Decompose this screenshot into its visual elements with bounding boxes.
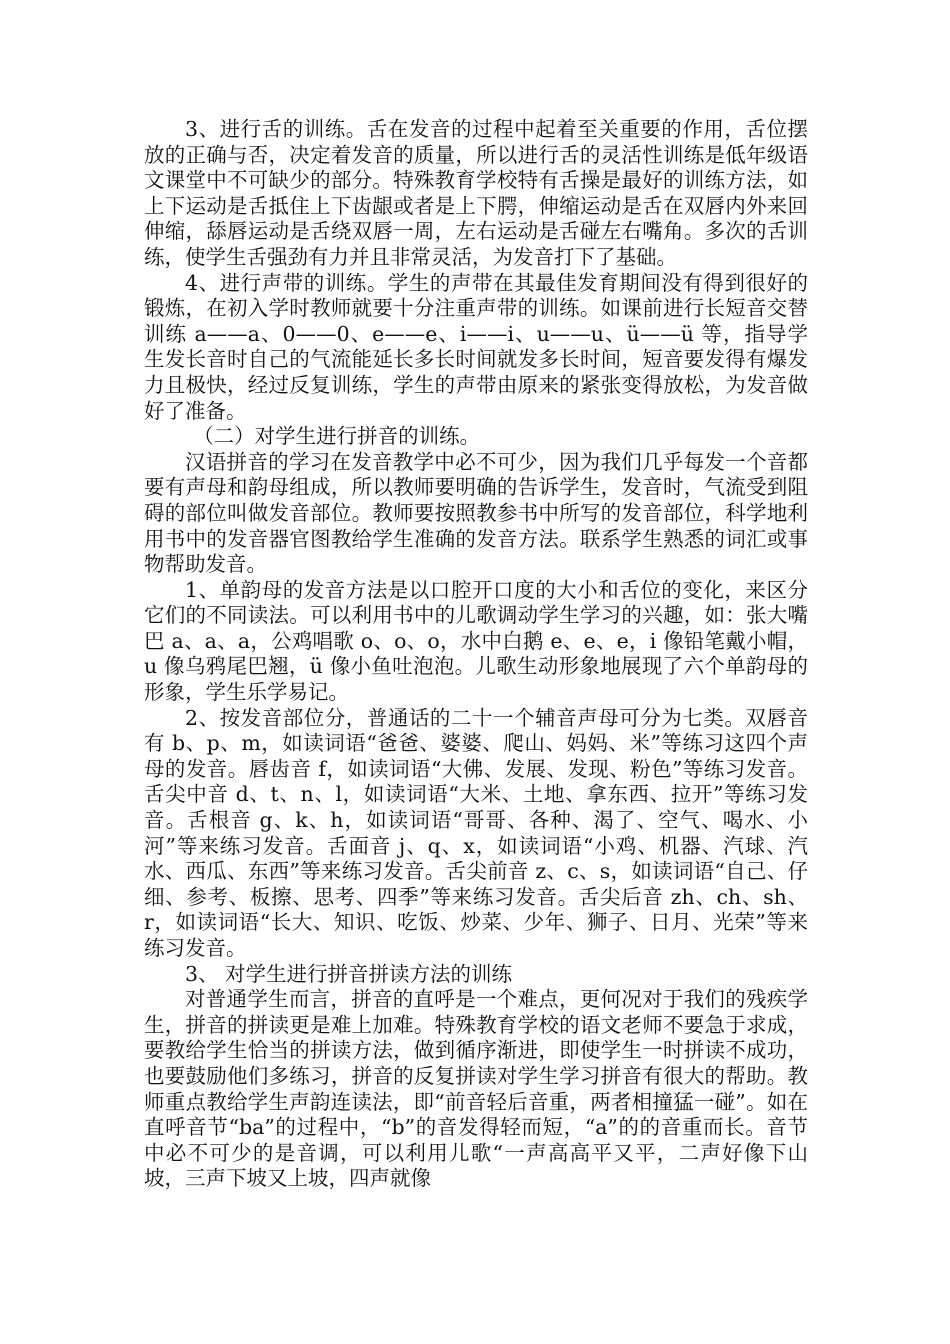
paragraph-single-finals: 1、单韵母的发音方法是以口腔开口度的大小和舌位的变化，来区分它们的不同读法。可以利用书中的儿歌调动学生学习的兴趣，如：张大嘴巴 a、a、a，公鸡唱歌 o、o、o，水中白鹅 e、e、e，i 像铅笔戴小帽，u 像乌鸦尾巴翘，ü 像小鱼吐泡泡。儿歌生动形象地展现了六个单韵母的形象，学生乐学易记。 <box>144 577 808 705</box>
paragraph-tongue-training: 3、进行舌的训练。舌在发音的过程中起着至关重要的作用，舌位摆放的正确与否，决定着发音的质量，所以进行舌的灵活性训练是低年级语文课堂中不可缺少的部分。特殊教育学校特有舌操是最好的训练方法，如上下运动是舌抵住上下齿龈或者是上下腭，伸缩运动是舌在双唇内外来回伸缩，舔唇运动是舌绕双唇一周，左右运动是舌碰左右嘴角。多次的舌训练，使学生舌强劲有力并且非常灵活，为发音打下了基础。 <box>144 117 808 269</box>
subheading-spelling-method: 3、 对学生进行拼音拼读方法的训练 <box>185 961 513 986</box>
paragraph-pinyin-intro: 汉语拼音的学习在发音教学中必不可少，因为我们几乎每发一个音都要有声母和韵母组成，所以教师要明确的告诉学生，发音时，气流受到阻碍的部位叫做发音部位。教师要按照教参书中所写的发音部位，科学地利用书中的发音器官图教给学生准确的发音方法。联系学生熟悉的词汇或事物帮助发音。 <box>144 449 808 577</box>
paragraph-spelling-method: 对普通学生而言，拼音的直呼是一个难点，更何况对于我们的残疾学生，拼音的拼读更是难上加难。特殊教育学校的语文老师不要急于求成，要教给学生恰当的拼读方法，做到循序渐进，即使学生一时拼读不成功，也要鼓励他们多练习，拼音的反复拼读对学生学习拼音有很大的帮助。教师重点教给学生声韵连读法，即“前音轻后音重，两者相撞猛一碰”。如在直呼音节“ba”的过程中，“b”的音发得轻而短，“a”的的音重而长。音节中必不可少的是音调，可以利用儿歌“一声高高平又平，二声好像下山坡，三声下坡又上坡，四声就像 <box>144 987 808 1191</box>
paragraph-initials: 2、按发音部位分，普通话的二十一个辅音声母可分为七类。双唇音有 b、p、m，如读词语“爸爸、婆婆、爬山、妈妈、米”等练习这四个声母的发音。唇齿音 f，如读词语“大佛、发展、发现、粉色”等练习发音。舌尖中音 d、t、n、l，如读词语“大米、土地、拿东西、拉开”等练习发音。舌根音 g、k、h，如读词语“哥哥、各种、渴了、空气、喝水、小河”等来练习发音。舌面音 j、q、x，如读词语“小鸡、机器、汽球、汽水、西瓜、东西”等来练习发音。舌尖前音 z、c、s，如读词语“自己、仔细、参考、板擦、思考、四季”等来练习发音。舌尖后音 zh、ch、sh、r，如读词语“长大、知识、吃饭、炒菜、少年、狮子、日月、光荣”等来练习发音。 <box>144 705 808 960</box>
section-heading-pinyin-training: （二）对学生进行拼音的训练。 <box>193 424 481 449</box>
document-page <box>144 117 808 1192</box>
paragraph-vocal-cord-training: 4、进行声带的训练。学生的声带在其最佳发育期间没有得到很好的锻炼，在初入学时教师就要十分注重声带的训练。如课前进行长短音交替训练 a——a、0——0、e——e、i——i、u——u、ü——ü 等，指导学生发长音时自己的气流能延长多长时间就发多长时间，短音要发得有爆发力且极快，经过反复训练，学生的声带由原来的紧张变得放松，为发音做好了准备。 <box>144 270 808 423</box>
